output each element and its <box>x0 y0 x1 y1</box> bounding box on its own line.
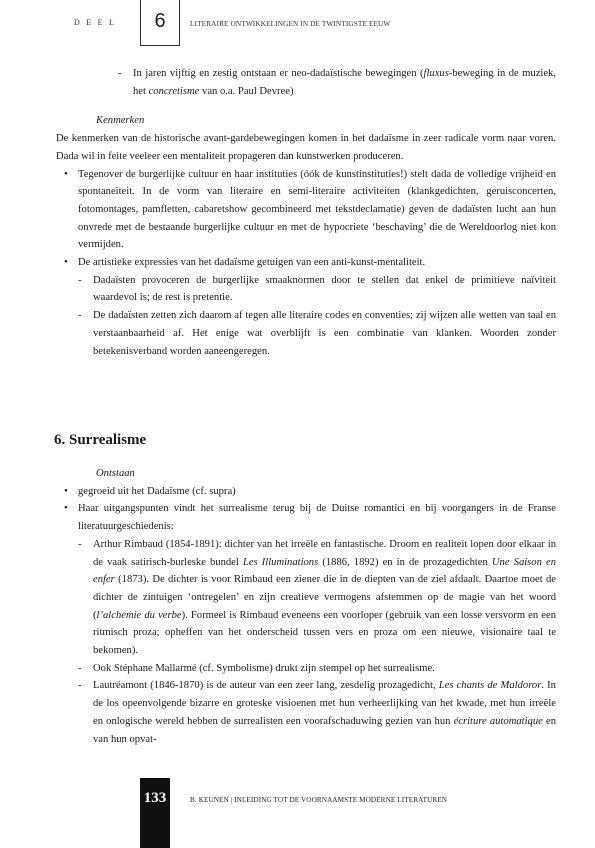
part-number: 6 <box>154 10 166 32</box>
ontstaan-bullet-1: • gegroeid uit het Dadaïsme (cf. supra) <box>60 483 556 501</box>
part-label: DEEL <box>74 18 121 27</box>
italic-term: fluxus <box>423 68 449 79</box>
text-run: van o.a. Paul Devree) <box>199 85 294 97</box>
italic-term: écriture automatique <box>453 715 543 727</box>
text-run: . In de los opeenvolgende bizarre en groteske visioenen met hun verheerlijking van het kwade, met hun irreële en onlogische wereld hebben de surrealisten een voorafschaduwing gezien van hun <box>93 680 556 727</box>
text-run: ). Formeel is Rimbaud eveneens een voorloper (gebruik van een losse versvorm en een ritmisch proza; opheffen van het onderscheid tussen vers en proza om een nieuwe, visionaire taal te bekomen). <box>93 609 556 657</box>
kenmerken-bullet-2: • De artistieke expressies van het dadaïsme getuigen van een anti-kunst-mentaliteit. <box>60 254 556 272</box>
page-number-bar <box>140 778 170 848</box>
text-run: (1873). De dichter is voor Rimbaud een ziener die in de diepten van de ziel afdaalt. Daartoe moet de dichter de zintuigen ‘ontregelen’ en zijn creatieve vermogens afstemmen op de magie van het woord ( <box>93 574 556 621</box>
part-number-box <box>140 0 180 46</box>
ontstaan-heading: Ontstaan <box>96 468 135 479</box>
kenmerken-intro: De kenmerken van de historische avant-gardebewegingen komen in het dadaïsme in zeer radicale vorm naar voren. Dada wil in feite veeleer een mentaliteit propageren dan kunstwerken produceren. <box>56 133 556 162</box>
text-run: In jaren vijftig en zestig ontstaan er neo-dadaïstische bewegingen ( <box>133 68 424 79</box>
text-run: Lautréamont (1846-1870) is de auteur van een zeer lang, zesdelig prozagedicht, <box>93 680 439 692</box>
text-run: en van hun opvat- <box>93 715 556 745</box>
kenmerken-sub-item-2: - De dadaïsten zetten zich daarom af tegen alle literaire codes en conventies; zij wijzen alle wetten van taal en verstaanbaarheid af. Het enige wat overblijft is een combinatie van klanken. Woorden zonder betekenisverband worden aaneengeregen. <box>78 307 556 360</box>
rimbaud-item <box>78 536 556 660</box>
italic-title: Les Illuminations <box>242 556 319 568</box>
italic-title: Une Saison en enfer <box>93 556 556 586</box>
page-number: 133 <box>143 790 167 806</box>
section-heading: 6. Surrealisme <box>54 432 147 448</box>
top-dash-item <box>118 65 556 100</box>
lautreamont-item <box>78 677 556 748</box>
kenmerken-sub-item-1: - Dadaïsten provoceren de burgerlijke smaaknormen door te stellen dat enkel de primitieve naïviteit waardevol is; de rest is pretentie. <box>78 272 556 307</box>
section-body <box>78 465 556 748</box>
body-text <box>56 65 557 360</box>
running-footer: B. KEUNEN | INLEIDING TOT DE VOORNAAMSTE MODERNE LITERATUREN <box>190 796 448 804</box>
text-run: -beweging in de muziek, het <box>133 68 557 97</box>
text-run: (1886, 1892) en in de prozagedichten <box>318 556 492 568</box>
italic-term: concretisme <box>148 85 200 97</box>
kenmerken-bullet-1: • Tegenover de burgerlijke cultuur en haar instituties (óók de kunstinstituties!) stelt dada de volledige vrijheid en spontaneïteit. In de vorm van literaire en semi-literaire activiteiten (klankgedichten, geruisconcerten, fotomontages, pamfletten, cabaretshow gecombineerd met tekstdeclamatie) geven de dadaïsten lucht aan hun onvrede met de bestaande burgerlijke cultuur en met de hypocriete ‘beschaving’ die de Wereldoorlog niet kon vermijden. <box>60 166 556 255</box>
running-title: LITERAIRE ONTWIKKELINGEN IN DE TWINTIGSTE EEUW <box>190 19 391 28</box>
kenmerken-heading: Kenmerken <box>96 115 145 127</box>
text-run: Arthur Rimbaud (1854-1891): dichter van het irreële en fantastische. Droom en realiteit lopen door elkaar in de vaak satirisch-burleske bundel <box>93 538 556 568</box>
mallarme-item: - Ook Stéphane Mallarmé (cf. Symbolisme) drukt zijn stempel op het surrealisme. <box>78 660 556 678</box>
italic-title: Les chants de Maldoror <box>438 680 542 692</box>
ontstaan-bullet-2: • Haar uitgangspunten vindt het surrealisme terug bij de Duitse romantici en bij voorgangers in de Franse literatuurgeschiedenis: <box>60 500 556 535</box>
italic-term: l’alchemie du verbe <box>96 609 182 621</box>
